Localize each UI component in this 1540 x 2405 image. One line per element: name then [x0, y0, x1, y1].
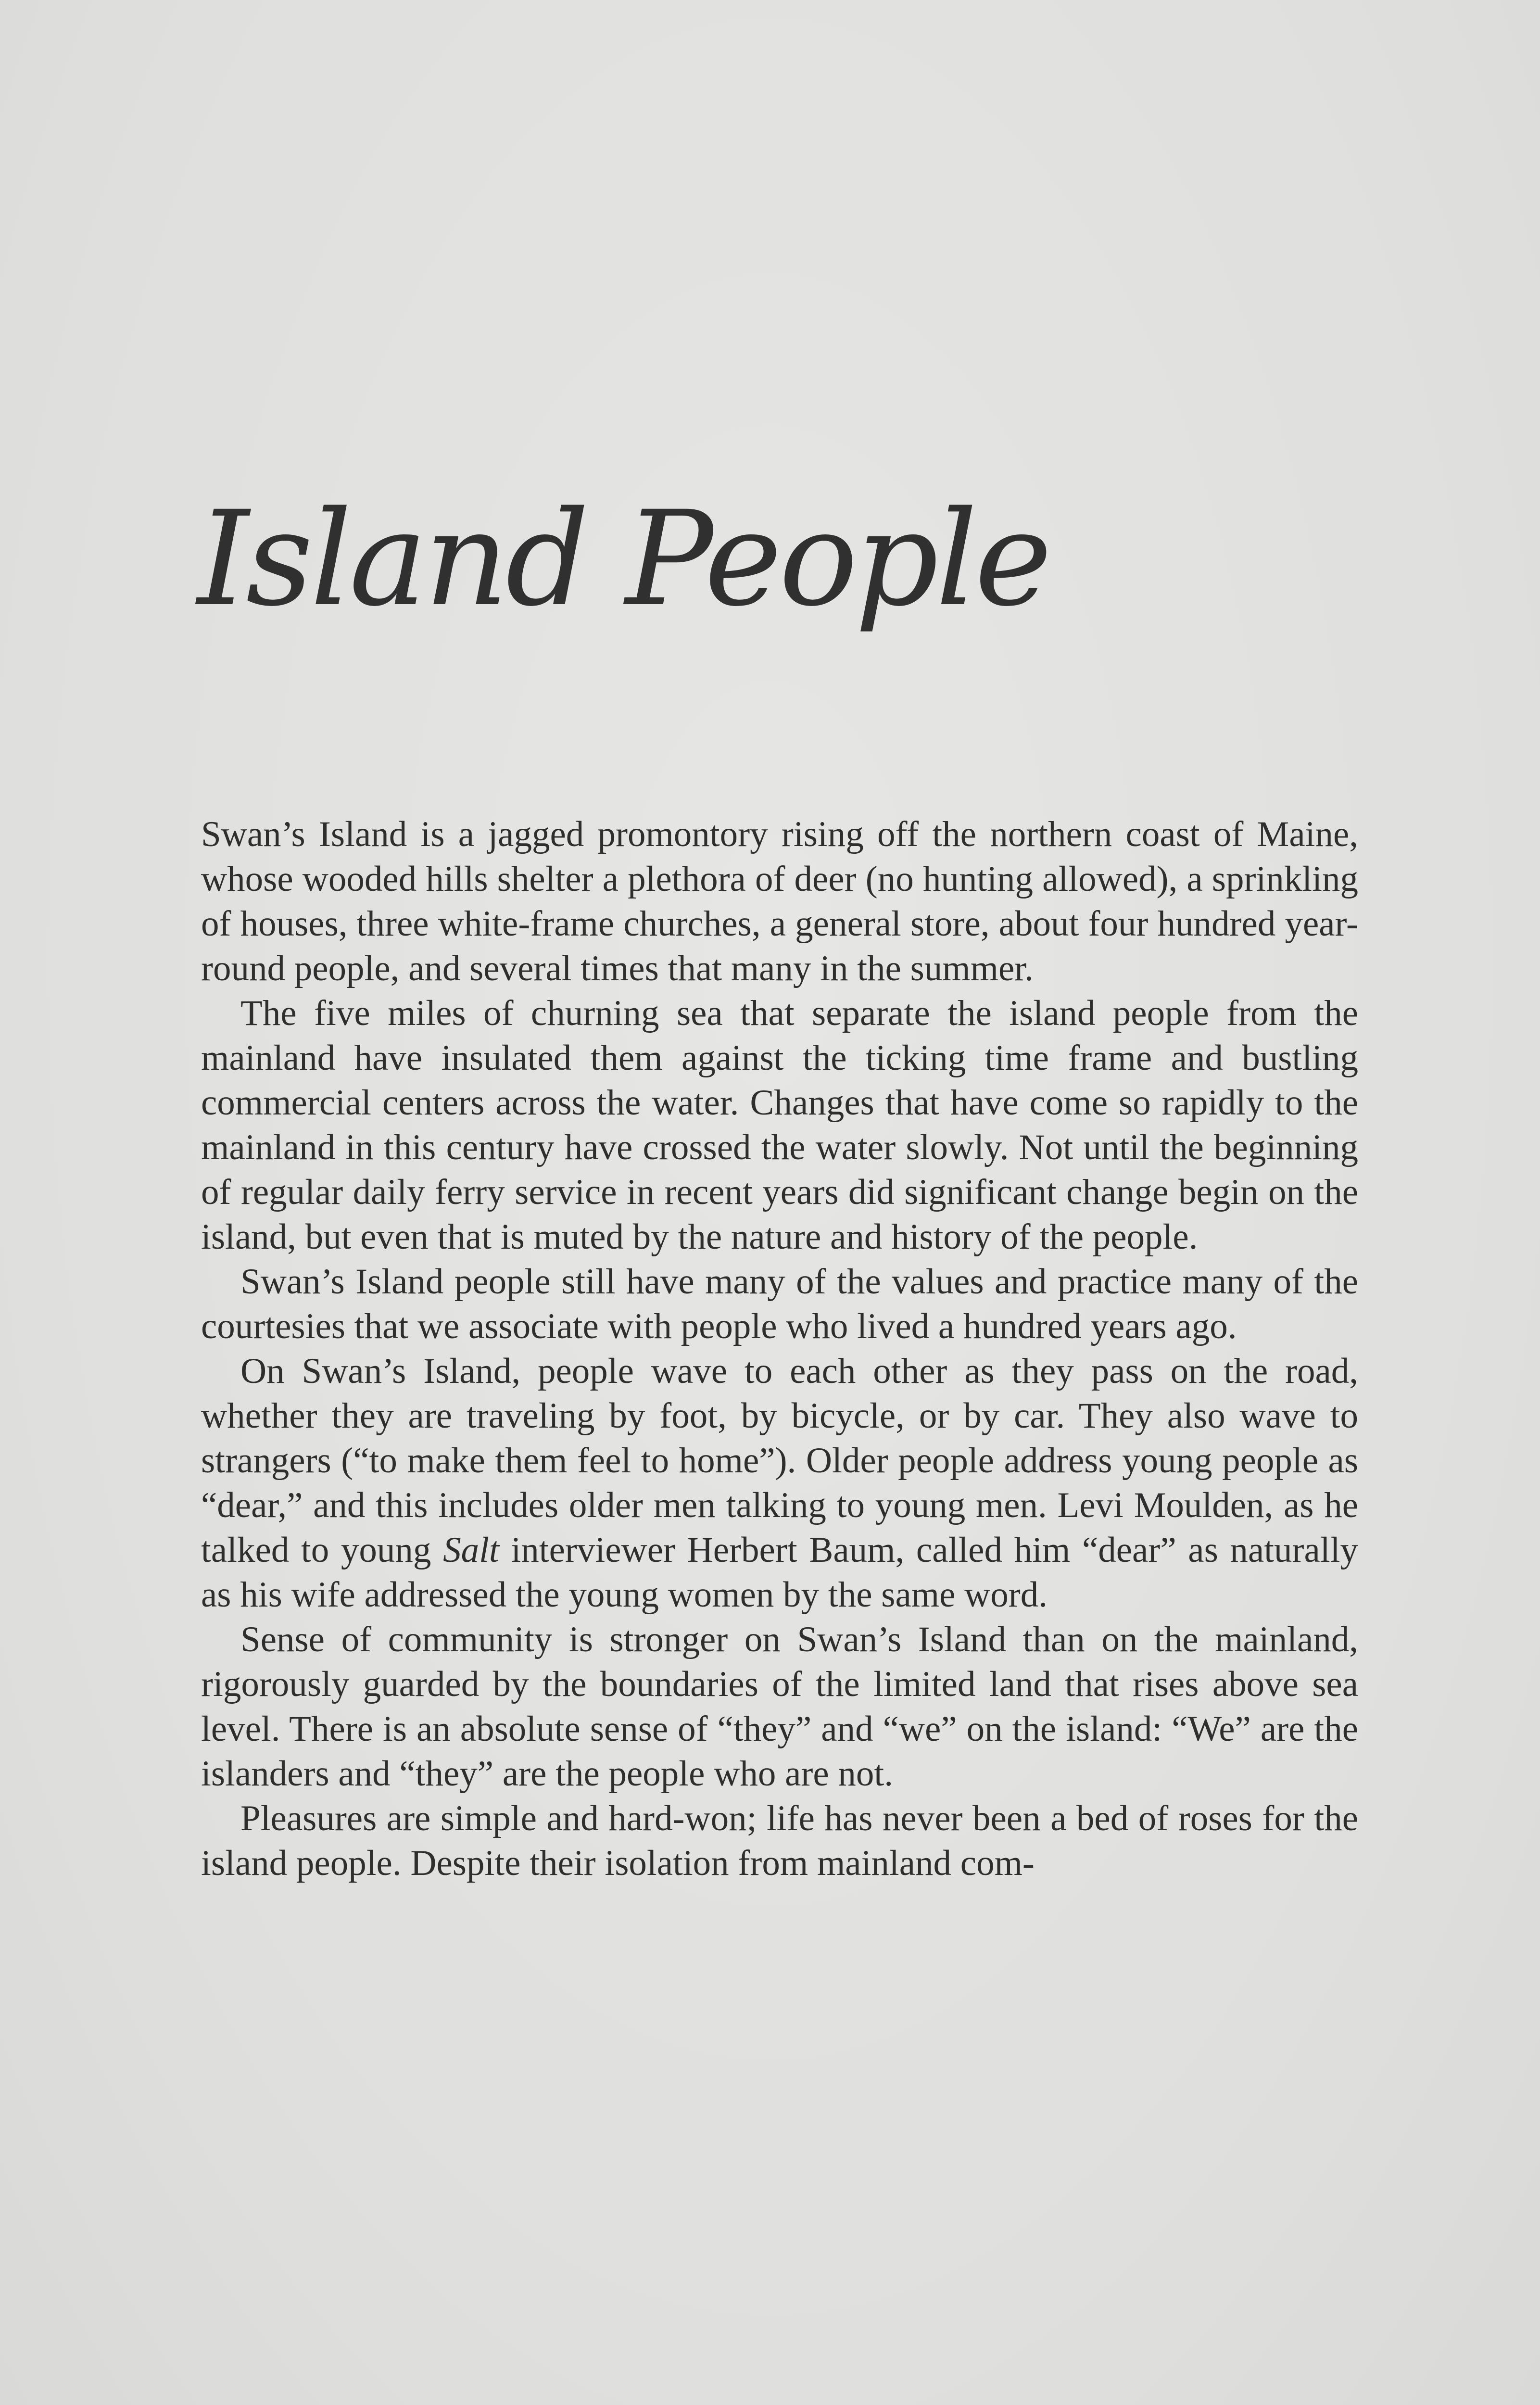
paragraph-text: Swan’s Island people still have many of the values and practice many of the courtesies that we associate with people who lived a hundred years ago. [201, 1262, 1358, 1346]
paragraph-text: The five miles of churning sea that separate the island people from the mainland have insulated them against the ticking time frame and bustling commercial centers across the water. Changes that have come so rapidly to the mainland in this century have crossed the water slowly. Not until the beginning of regular daily ferry service in recent years did significant change begin on the island, but even that is muted by the nature and history of the people. [201, 993, 1358, 1257]
paragraph [201, 1259, 1358, 1349]
paragraph [201, 812, 1358, 991]
paragraph-text: Pleasures are simple and hard-won; life has never been a bed of roses for the island people. Despite their isolation from mainland com- [201, 1798, 1358, 1883]
chapter-title: Island People [197, 483, 1049, 635]
paragraph-text: interviewer Herbert Baum, called him “dear” as naturally as his wife addressed the young women by the same word. [201, 1530, 1358, 1615]
paragraph [201, 1796, 1358, 1886]
paragraph-text: On Swan’s Island, people wave to each other as they pass on the road, whether they are traveling by foot, by bicycle, or by car. They also wave to strangers (“to make them feel to home”). Older people address young people as “dear,” and this includes older men talking to young men. Levi Moulden, as he talked to young [201, 1351, 1358, 1570]
paragraph-text: Sense of community is stronger on Swan’s Island than on the mainland, rigorously guarded by the boundaries of the limited land that rises above sea level. There is an absolute sense of “they” and “we” on the island: “We” are the islanders and “they” are the people who are not. [201, 1620, 1358, 1794]
paragraph [201, 1349, 1358, 1617]
publication-name: Salt [443, 1530, 499, 1570]
body-text [201, 812, 1358, 1886]
paragraph [201, 991, 1358, 1259]
paragraph-text: Swan’s Island is a jagged promontory rising off the northern coast of Maine, whose wooded hills shelter a plethora of deer (no hunting allowed), a sprinkling of houses, three white-frame churches, a general store, about four hundred year-round people, and several times that many in the summer. [201, 814, 1358, 988]
paragraph [201, 1617, 1358, 1796]
